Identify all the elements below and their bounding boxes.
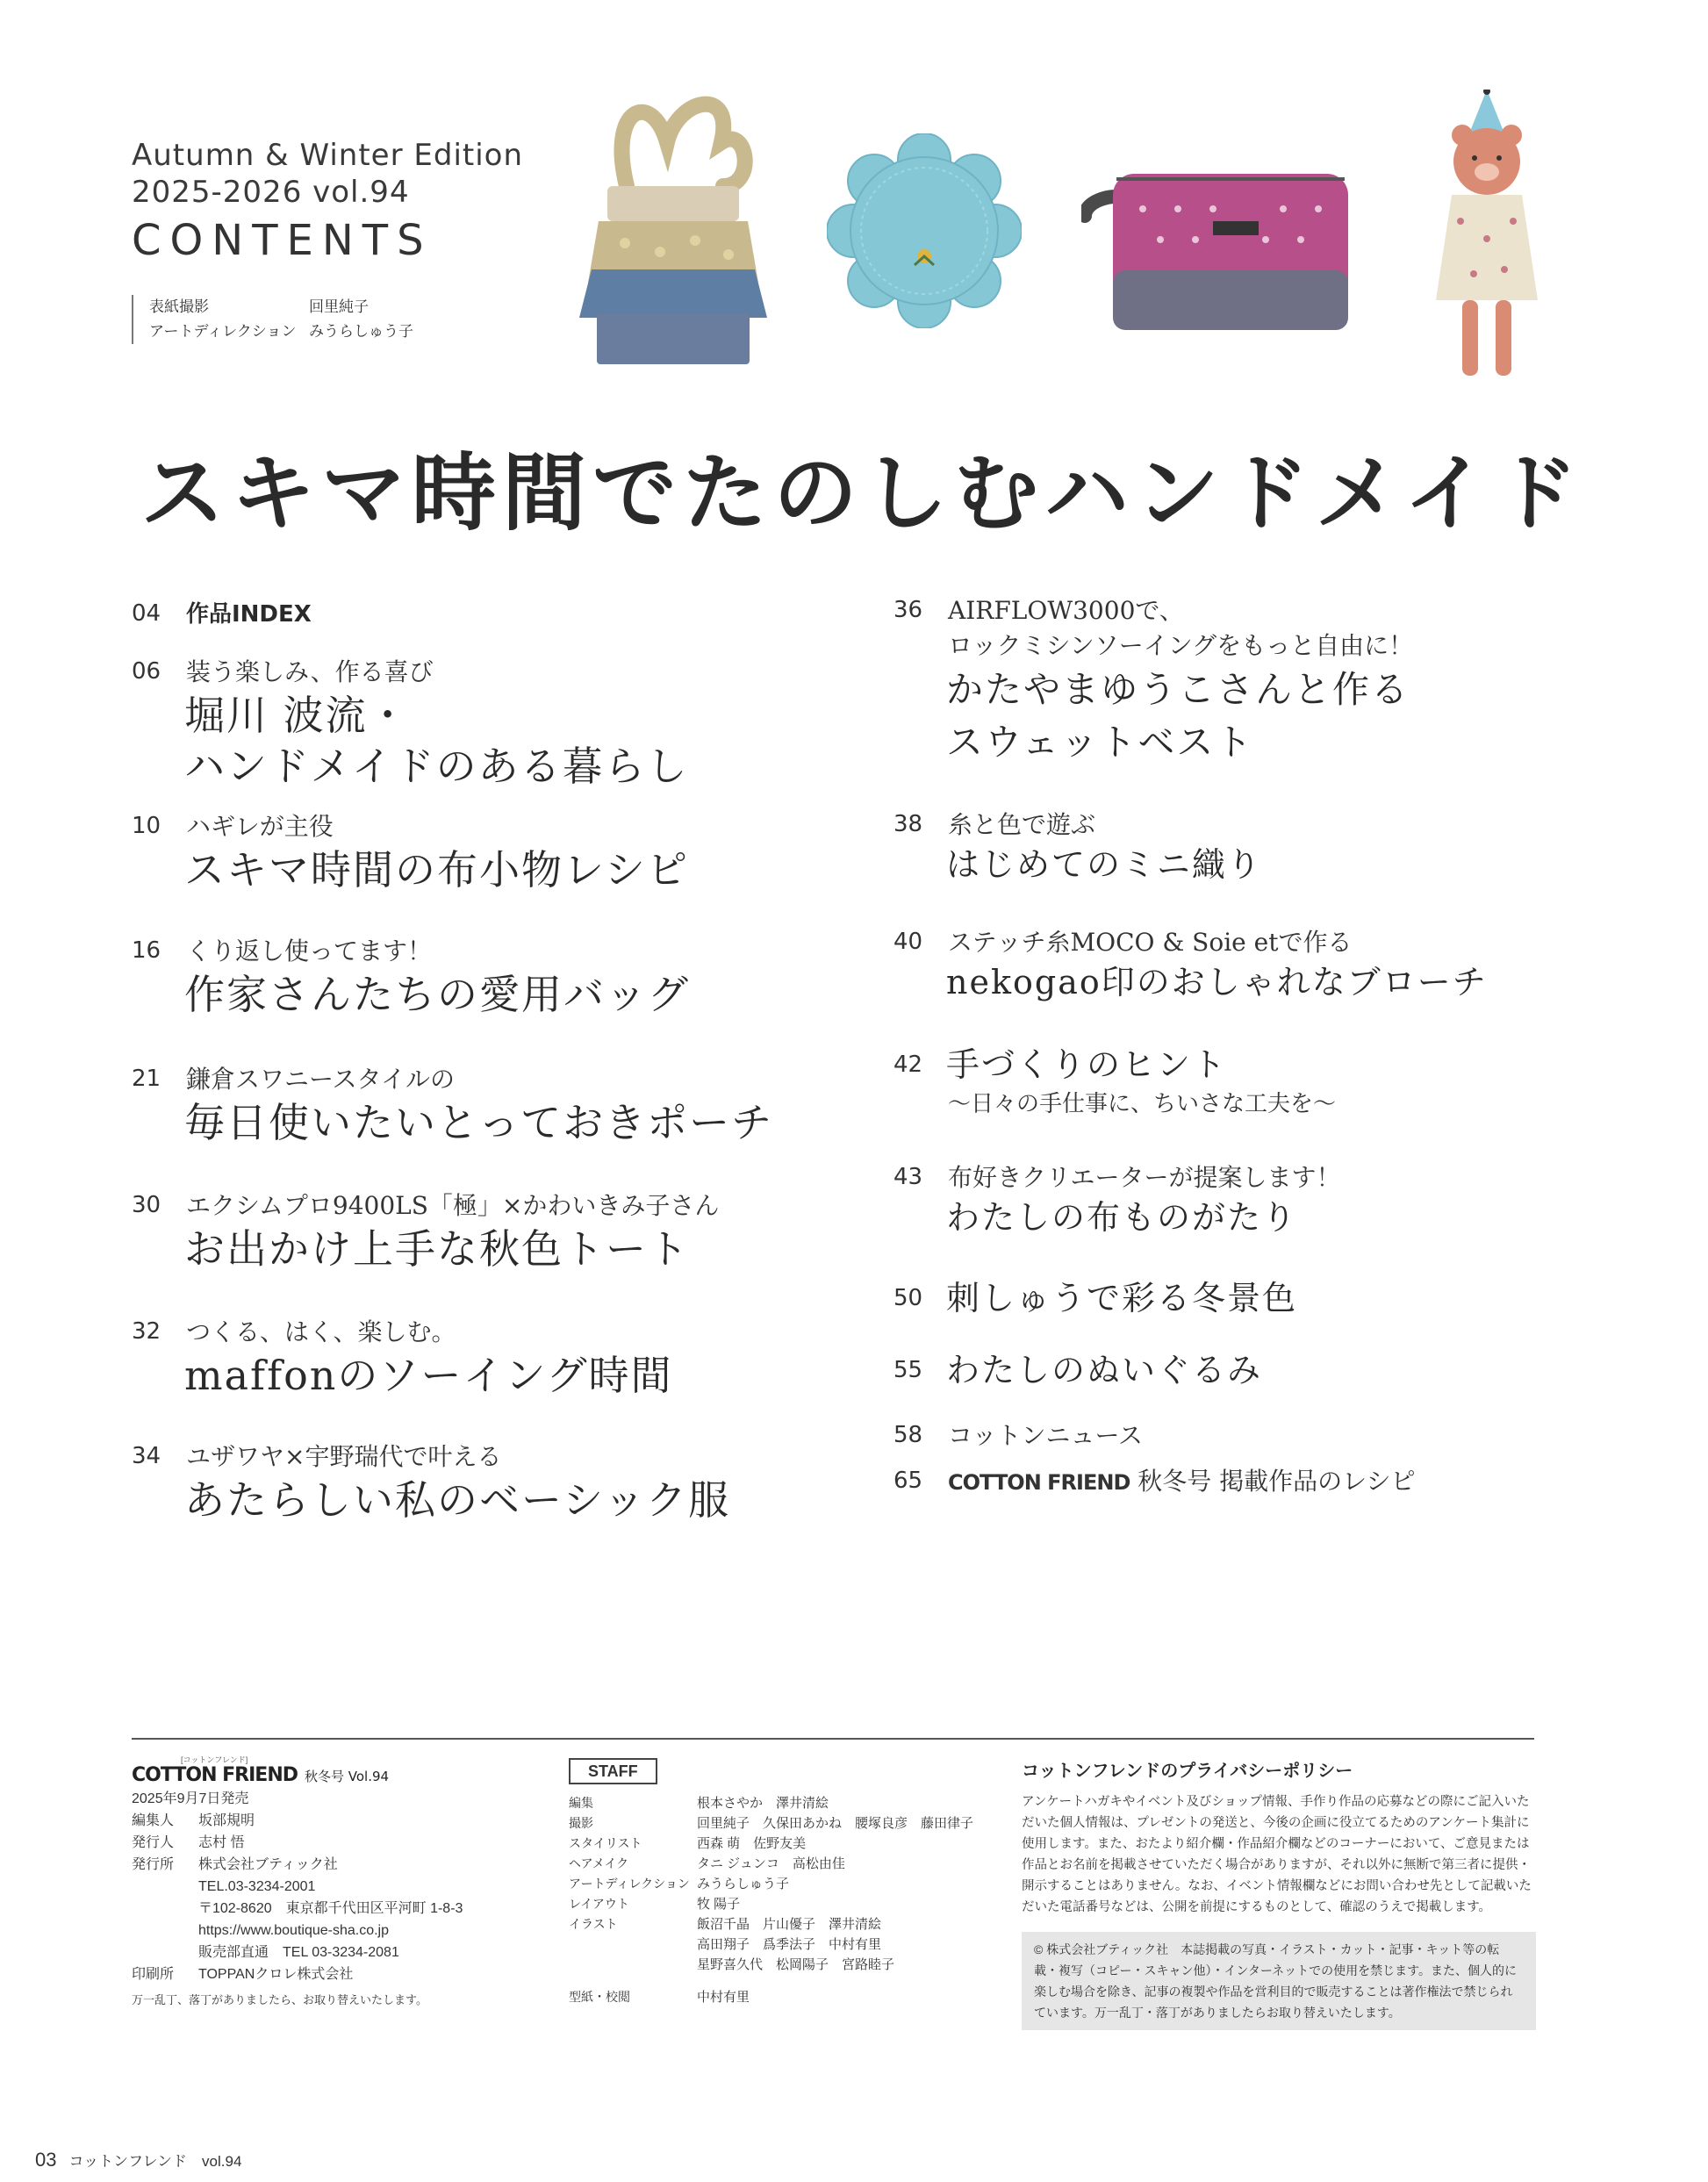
entry-title: お出かけ上手な秋色トート [184,1225,690,1273]
page-number: 32 [132,1318,161,1345]
folio-number: 03 [35,2149,57,2171]
publisher-value: TOPPANクロレ株式会社 [198,1967,354,1982]
staff-role: ヘアメイク [569,1856,629,1870]
entry-title: かたやまゆうこさんと作る [946,668,1410,711]
staff-list [569,1758,1008,2007]
toc-entry[interactable] [132,655,886,809]
staff-role: アートディレクション [569,1877,690,1891]
entry-subtitle: ロックミシンソーイングをもっと自由に！ [948,631,1414,660]
publisher-url[interactable]: https://www.boutique-sha.co.jp [198,1923,390,1938]
publisher-value: 坂部規明 [198,1813,255,1828]
publisher-address: 〒102-8620 東京都千代田区平河町 1-8-3 [198,1901,463,1916]
edition-season: Autumn & Winter Edition [132,138,524,173]
entry-subtitle: ステッチ糸MOCO & Soie etで作る [948,928,1353,957]
toc-entry[interactable] [132,1062,886,1188]
publisher-value: 志村 悟 [198,1835,245,1850]
privacy-policy [1022,1758,1536,2030]
entry-subtitle: AIRFLOW3000で、 [948,596,1184,625]
publisher-tel: TEL.03-3234-2001 [198,1879,316,1894]
magazine-logo [132,1764,553,1788]
toc-entry[interactable] [132,1439,886,1536]
credit-name: みうらしゅう子 [309,323,413,341]
entry-title: 手づくりのヒント [946,1045,1228,1084]
sales-tel: 販売部直通 TEL 03-3234-2081 [198,1945,399,1960]
ruffle-bag-image [572,90,774,369]
page-number: 50 [893,1285,923,1311]
entry-subtitle: ～日々の手仕事に、ちいさな工夫を～ [948,1091,1337,1117]
entry-title: 毎日使いたいとっておきポーチ [184,1099,774,1146]
entry-title: 堀川 波流・ [184,692,410,739]
staff-role: スタイリスト [569,1836,642,1850]
privacy-body: アンケートハガキやイベント及びショップ情報、手作り作品の応募などの際にご記入いただいた個人情報は、プレゼントの発送と、今後の企画に役立てるためのアンケート集計に使用します。また、おたより紹介欄・作品紹介欄などのコーナーにおいて、ご意見または作品とお名前を掲載させていただく場合がありますが、それ以外に無断で第三者に提供・開示することはありません。なお、イベント情報欄などにお問い合わせ先として記載いただいた電話番号などは、公開を前提にするものとして、確認のうえで掲載します。 [1022,1795,1532,1914]
entry-subtitle: ハギレが主役 [186,812,334,841]
box-pouch-image [1081,147,1371,339]
staff-row [569,1854,1008,1874]
toc-entry[interactable] [893,807,1561,925]
entry-subtitle: 秋冬号 掲載作品のレシピ [1137,1467,1416,1496]
page-folio [35,2149,241,2171]
staff-names: 根本さやか 澤井清絵 [697,1796,829,1811]
toc-right-column [893,593,1561,1508]
flower-doily-image [827,133,1022,328]
toc-entry[interactable] [893,1418,1561,1464]
copyright-notice: © 株式会社ブティック社 本誌掲載の写真・イラスト・カット・記事・キット等の転載・複写（コピー・スキャン他）・インターネットでの使用を禁じます。また、個人的に楽しむ場合を除き、記事の複製や作品を営利目的で販売することは著作権法で禁じられています。万一乱丁・落丁がありましたらお取り替えいたします。 [1022,1932,1536,2030]
entry-title: スウェットベスト [946,721,1254,764]
staff-role: 撮影 [569,1816,593,1830]
entry-subtitle: 布好きクリエーターが提案します！ [948,1163,1341,1192]
entry-title: わたしの布ものがたり [946,1198,1298,1237]
page-number: 30 [132,1192,161,1218]
staff-row [569,1874,1008,1894]
page-number: 36 [893,597,923,623]
staff-row [569,1987,1008,2007]
toc-entry[interactable] [893,1464,1561,1508]
toc-entry[interactable] [132,1188,886,1315]
staff-row [569,1914,1008,1934]
staff-heading: STAFF [569,1758,657,1784]
page-number: 21 [132,1066,161,1092]
page-number: 65 [893,1468,923,1494]
staff-row [569,1834,1008,1854]
credit-row [149,319,413,344]
publisher-info [132,1755,553,2011]
page-number: 34 [132,1443,161,1469]
toc-entry[interactable] [893,925,1561,1043]
staff-names: 星野喜久代 松岡陽子 宮路睦子 [697,1957,895,1972]
entry-subtitle: 装う楽しみ、作る喜び [186,657,434,686]
toc-entry[interactable] [132,809,886,934]
staff-row [569,1793,1008,1813]
staff-role: 編集 [569,1796,593,1810]
entry-title: ハンドメイドのある暮らし [184,743,689,790]
contents-heading: CONTENTS [132,216,433,265]
publisher-row [132,1810,553,1832]
publisher-row [132,1854,553,1876]
publisher-key: 発行所 [132,1857,175,1872]
credit-role: 表紙撮影 [149,298,209,316]
publisher-row [132,1832,553,1854]
entry-title: スキマ時間の布小物レシピ [184,846,689,894]
entry-title: コットンニュース [948,1421,1144,1450]
entry-subtitle: つくる、はく、楽しむ。 [186,1317,456,1346]
cover-credits [132,295,413,344]
logo-text: COTTON FRIEND [132,1764,298,1786]
page-number: 40 [893,929,923,955]
page-number: 38 [893,811,923,837]
staff-row [569,1894,1008,1914]
entry-subtitle: くり返し使ってます！ [186,937,433,965]
credit-row [149,295,413,319]
staff-row [569,1934,1008,1955]
page-number: 58 [893,1422,923,1448]
privacy-title: コットンフレンドのプライバシーポリシー [1022,1762,1353,1781]
toc-left-column [132,597,886,1536]
release-date: 2025年9月7日発売 [132,1791,249,1806]
staff-names: 牧 陽子 [697,1897,741,1912]
staff-role [569,1955,697,1975]
edition-volume: 2025-2026 vol.94 [132,175,410,210]
brand-name: COTTON FRIEND [948,1470,1130,1495]
staff-names: 中村有里 [697,1990,750,2005]
staff-row [569,1813,1008,1834]
staff-names: 西森 萌 佐野友美 [697,1836,807,1851]
staff-role: 型紙・校閲 [569,1990,630,2004]
entry-subtitle: 鎌倉スワニースタイルの [186,1065,456,1094]
staff-names: 回里純子 久保田あかね 腰塚良彦 藤田律子 [697,1816,974,1831]
page-number: 04 [132,600,161,627]
publisher-key: 発行人 [132,1835,175,1850]
page-number: 10 [132,813,161,839]
entry-title: maffonのソーイング時間 [184,1352,673,1399]
entry-title: はじめてのミニ織り [946,845,1263,884]
page-number: 16 [132,937,161,964]
issue-label: 秋冬号 Vol.94 [305,1769,390,1784]
entry-title: 作品INDEX [186,601,312,628]
staff-role [569,1934,697,1955]
folio-text: コットンフレンド vol.94 [68,2153,242,2170]
main-title: スキマ時間でたのしむハンドメイド [140,444,1585,542]
page-number: 42 [893,1052,923,1078]
credit-name: 回里純子 [309,298,369,316]
toc-entry[interactable] [132,1315,886,1439]
credit-role: アートディレクション [149,323,297,341]
staff-role: レイアウト [569,1897,629,1911]
publisher-row [132,1963,553,1985]
edition-line-1 [132,137,523,211]
entry-title: nekogao印のおしゃれなブローチ [946,963,1488,1001]
staff-names: 飯沼千晶 片山優子 澤井清絵 [697,1917,882,1932]
entry-title [948,1464,1561,1500]
publisher-note: 万一乱丁、落丁がありましたら、お取り替えいたします。 [132,1993,427,2006]
staff-role: イラスト [569,1917,618,1931]
toc-entry[interactable] [132,934,886,1062]
entry-title: 作家さんたちの愛用バッグ [184,971,690,1018]
page-number: 06 [132,658,161,685]
entry-subtitle: 糸と色で遊ぶ [948,810,1096,839]
entry-subtitle: ユザワヤ×宇野瑞代で叶える [186,1442,502,1471]
toc-entry[interactable] [132,597,886,655]
staff-names: 高田翔子 爲季法子 中村有里 [697,1937,882,1952]
publisher-value: 株式会社ブティック社 [198,1857,338,1872]
toc-entry[interactable] [893,1043,1561,1160]
logo-ruby: [コットンフレンド] [181,1755,248,1764]
staff-names: みうらしゅう子 [697,1877,790,1891]
entry-subtitle: エクシムプロ9400LS「極」×かわいきみ子さん [186,1191,720,1220]
toc-entry[interactable] [893,1160,1561,1276]
entry-title: 刺しゅうで彩る冬景色 [946,1279,1298,1317]
staff-names: タニ ジュンコ 高松由佳 [697,1856,845,1871]
page-number: 43 [893,1164,923,1190]
toc-entry[interactable] [893,1276,1561,1348]
publisher-key: 編集人 [132,1813,175,1828]
entry-title: あたらしい私のベーシック服 [184,1476,731,1524]
staff-row [569,1955,1008,1975]
page-number: 55 [893,1357,923,1383]
footer-divider [132,1738,1534,1740]
toc-entry[interactable] [893,1348,1561,1418]
toc-entry[interactable] [893,593,1561,807]
publisher-key: 印刷所 [132,1967,175,1982]
bear-doll-image [1425,90,1548,379]
entry-title: わたしのぬいぐるみ [946,1351,1263,1389]
